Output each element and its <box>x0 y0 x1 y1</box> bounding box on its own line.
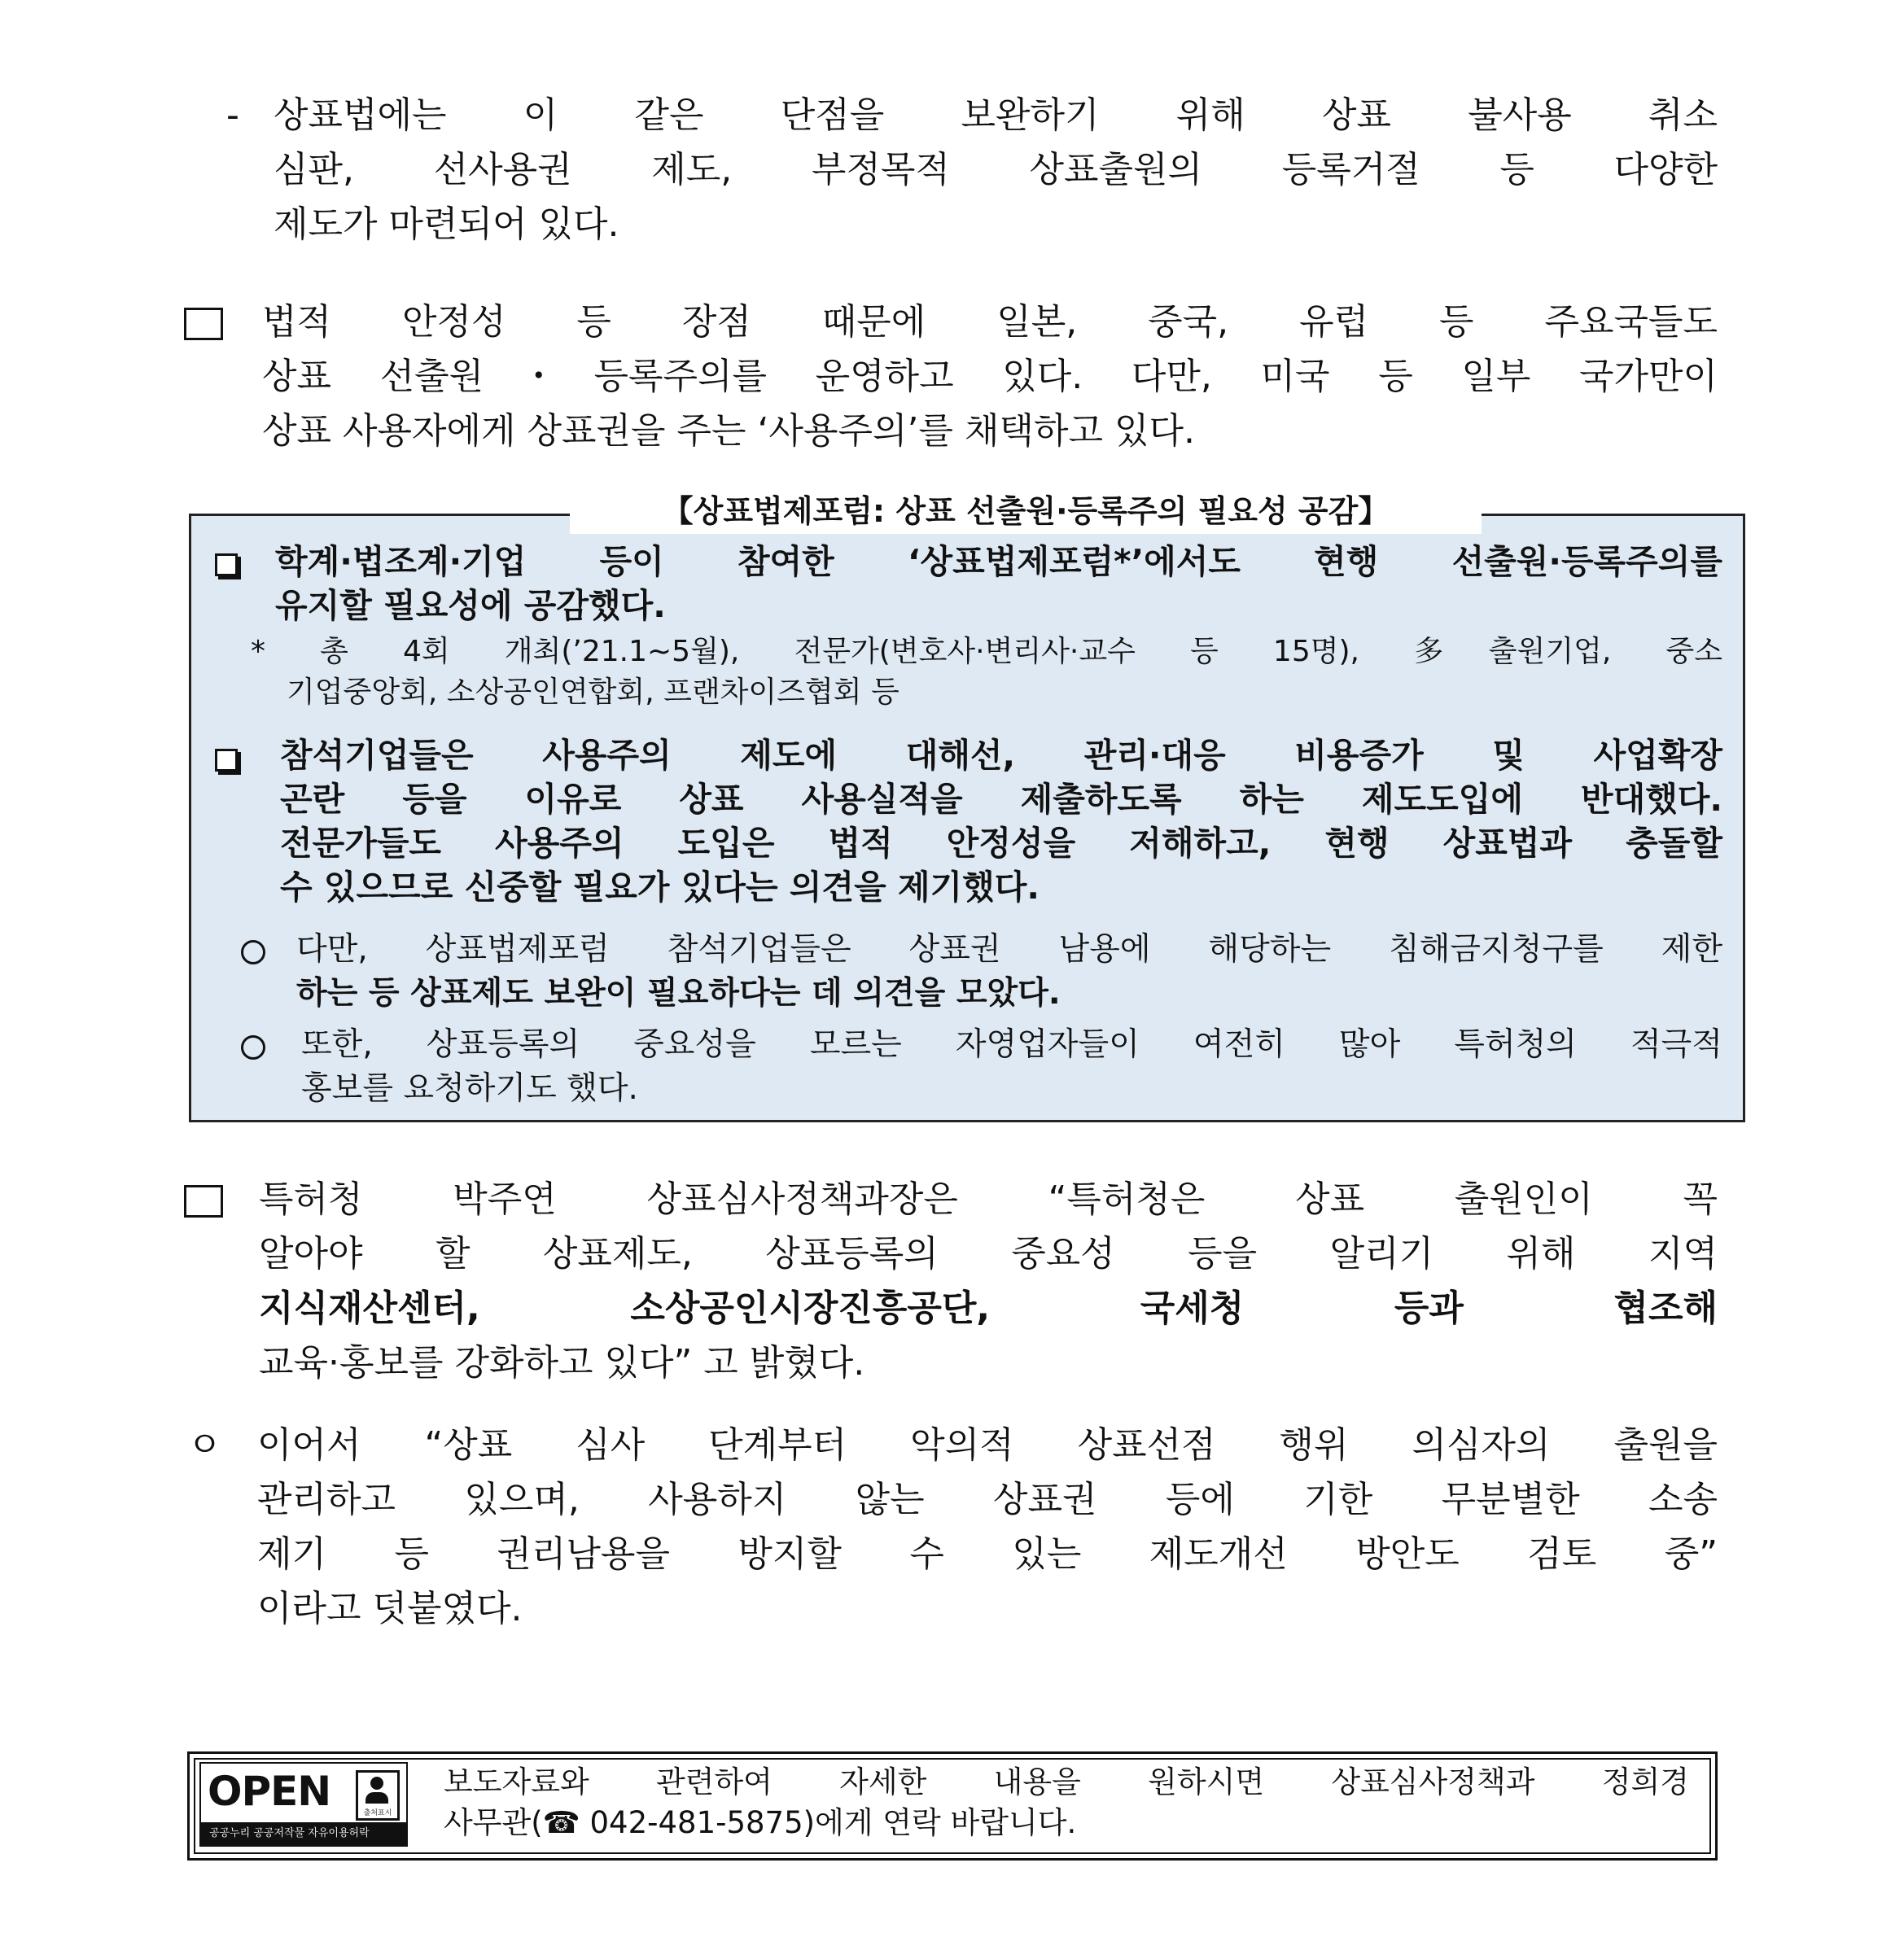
section2-paragraph <box>262 295 1718 458</box>
section1-line-2: 심판, 선사용권 제도, 부정목적 상표출원의 등록거절 등 다양한 <box>274 149 1718 190</box>
section1-line-1: 상표법에는 이 같은 단점을 보완하기 위해 상표 불사용 취소 <box>274 94 1718 136</box>
section1-paragraph <box>274 88 1718 251</box>
forum-para-2-line-1: 참석기업들은 사용주의 제도에 대해선, 관리·대응 비용증가 및 사업확장 <box>280 736 1722 775</box>
section3-line-2: 알아야 할 상표제도, 상표등록의 중요성 등을 알리기 위해 지역 <box>259 1233 1718 1275</box>
circle-bullet <box>241 1035 265 1060</box>
kogl-open-logo <box>199 1762 408 1847</box>
section1-line-3: 제도가 마련되어 있다. <box>274 203 619 245</box>
logo-bar-text: 공공누리 공공저작물 자유이용허락 <box>201 1822 406 1845</box>
circle-marker: ㅇ <box>187 1424 222 1466</box>
checkbox-bullet <box>215 553 238 576</box>
section2-line-1: 법적 안정성 등 장점 때문에 일본, 중국, 유럽 등 주요국들도 <box>262 301 1718 343</box>
section4-line-1: 이어서 “상표 심사 단계부터 악의적 상표선점 행위 의심자의 출원을 <box>257 1424 1718 1466</box>
section4-line-3: 제기 등 권리남용을 방지할 수 있는 제도개선 방안도 검토 중” <box>257 1533 1718 1575</box>
forum-circle-2 <box>301 1023 1722 1111</box>
forum-note-line-2: 기업중앙회, 소상공인연합회, 프랜차이즈협회 등 <box>287 676 899 709</box>
forum-para-2-line-2: 곤란 등을 이유로 상표 사용실적을 제출하도록 하는 제도도입에 반대했다. <box>280 780 1722 819</box>
forum-circle-2-line-2: 홍보를 요청하기도 했다. <box>301 1070 638 1107</box>
forum-para-2 <box>280 733 1722 909</box>
checkbox-bullet <box>215 749 238 772</box>
square-bullet <box>184 308 223 340</box>
contact-footer <box>187 1751 1718 1861</box>
dash-marker: - <box>226 94 239 136</box>
section3-line-3: 지식재산센터, 소상공인시장진흥공단, 국세청 등과 협조해 <box>259 1288 1718 1329</box>
footer-contact-text <box>444 1762 1689 1843</box>
section3-line-1: 특허청 박주연 상표심사정책과장은 “특허청은 상표 출원인이 꼭 <box>259 1178 1718 1220</box>
section4-paragraph <box>257 1418 1718 1636</box>
square-bullet <box>184 1185 223 1218</box>
footer-line-2: 사무관(☎ 042-481-5875)에게 연락 바랍니다. <box>444 1805 1077 1840</box>
section4-line-2: 관리하고 있으며, 사용하지 않는 상표권 등에 기한 무분별한 소송 <box>257 1479 1718 1520</box>
circle-bullet <box>241 940 265 964</box>
forum-note-line-1: * 총 4회 개최(’21.1~5월), 전문가(변호사·변리사·교수 등 15명), 多출원기업, 중소 <box>251 635 1722 668</box>
forum-note <box>251 632 1722 713</box>
forum-title: 【상표법제포럼: 상표 선출원·등록주의 필요성 공감】 <box>570 488 1482 534</box>
section3-line-4: 교육·홍보를 강화하고 있다” 고 밝혔다. <box>259 1342 865 1384</box>
footer-line-1: 보도자료와 관련하여 자세한 내용을 원하시면 상표심사정책과 정희경 <box>444 1764 1689 1799</box>
logo-badge-label: 출처표시 <box>363 1809 392 1817</box>
forum-para-2-line-4: 수 있으므로 신중할 필요가 있다는 의견을 제기했다. <box>280 868 1040 907</box>
forum-para-1-line-2: 유지할 필요성에 공감했다. <box>275 586 666 625</box>
section4-line-4: 이라고 덧붙였다. <box>257 1588 523 1629</box>
forum-para-1 <box>275 540 1722 627</box>
section2-line-2: 상표 선출원・등록주의를 운영하고 있다. 다만, 미국 등 일부 국가만이 <box>262 356 1718 397</box>
attribution-person-icon <box>356 1770 400 1821</box>
forum-circle-2-line-1: 또한, 상표등록의 중요성을 모르는 자영업자들이 여전히 많아 특허청의 적극적 <box>301 1026 1722 1063</box>
logo-open-text: OPEN <box>208 1768 331 1815</box>
section3-paragraph <box>259 1172 1718 1390</box>
forum-circle-1-line-2: 하는 등 상표제도 보완이 필요하다는 데 의견을 모았다. <box>296 975 1061 1012</box>
forum-para-2-line-3: 전문가들도 사용주의 도입은 법적 안정성을 저해하고, 현행 상표법과 충돌할 <box>280 824 1722 863</box>
forum-circle-1-line-1: 다만, 상표법제포럼 참석기업들은 상표권 남용에 해당하는 침해금지청구를 제한 <box>296 931 1722 968</box>
forum-para-1-line-1: 학계·법조계·기업 등이 참여한 ‘상표법제포럼*’에서도 현행 선출원·등록주의를 <box>275 542 1722 581</box>
section2-line-3: 상표 사용자에게 상표권을 주는 ‘사용주의’를 채택하고 있다. <box>262 410 1195 452</box>
forum-circle-1 <box>296 928 1722 1016</box>
